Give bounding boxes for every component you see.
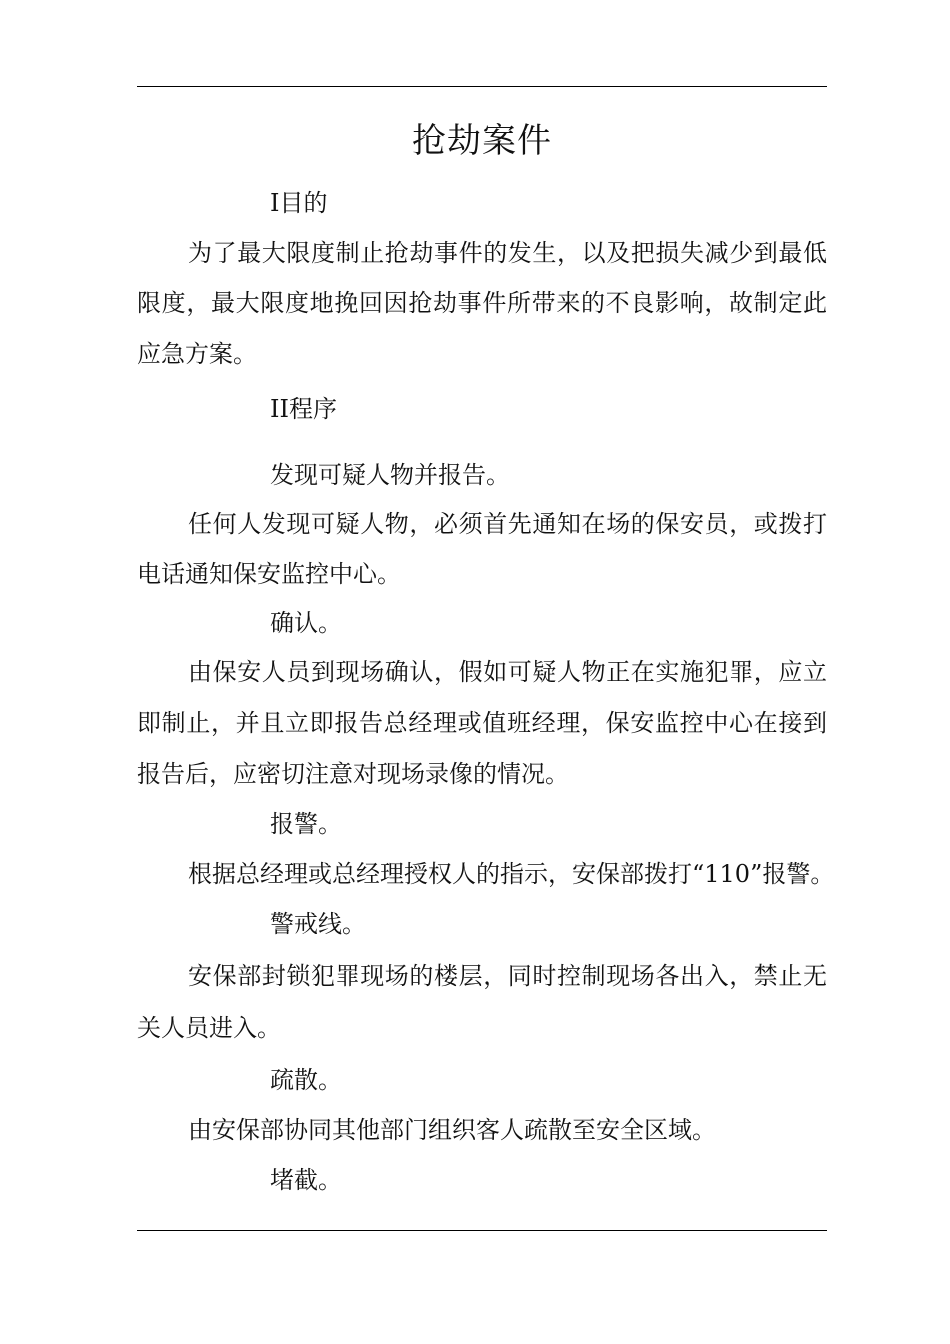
- header-rule: [137, 86, 827, 87]
- paragraph-line: 报告后，应密切注意对现场录像的情况。: [137, 760, 569, 788]
- document-title: 抢劫案件: [412, 121, 552, 161]
- step-heading: 发现可疑人物并报告。: [270, 461, 510, 489]
- step-heading: 报警。: [270, 810, 342, 838]
- paragraph-line: 由安保部协同其他部门组织客人疏散至安全区域。: [188, 1116, 716, 1144]
- footer-rule: [137, 1230, 827, 1231]
- step-heading: 确认。: [270, 609, 342, 637]
- paragraph-line: 任何人发现可疑人物，必须首先通知在场的保安员，或拨打: [188, 510, 827, 538]
- step-heading: 堵截。: [270, 1166, 342, 1194]
- paragraph-line: 为了最大限度制止抢劫事件的发生，以及把损失减少到最低: [188, 239, 827, 267]
- paragraph-line: 安保部封锁犯罪现场的楼层，同时控制现场各出入，禁止无: [188, 962, 827, 990]
- paragraph-line: 限度，最大限度地挽回因抢劫事件所带来的不良影响，故制定此: [137, 289, 827, 317]
- paragraph-line: 关人员进入。: [137, 1014, 281, 1042]
- step-heading: 警戒线。: [270, 910, 366, 938]
- paragraph-line: 根据总经理或总经理授权人的指示，安保部拨打“110”报警。: [188, 860, 835, 888]
- paragraph-line: 应急方案。: [137, 340, 257, 368]
- step-heading: 疏散。: [270, 1066, 342, 1094]
- section-heading-procedure: II程序: [270, 395, 337, 423]
- paragraph-line: 电话通知保安监控中心。: [137, 560, 401, 588]
- paragraph-line: 由保安人员到现场确认，假如可疑人物正在实施犯罪，应立: [188, 658, 827, 686]
- paragraph-line: 即制止，并且立即报告总经理或值班经理，保安监控中心在接到: [137, 709, 827, 737]
- section-heading-purpose: I目的: [270, 189, 328, 217]
